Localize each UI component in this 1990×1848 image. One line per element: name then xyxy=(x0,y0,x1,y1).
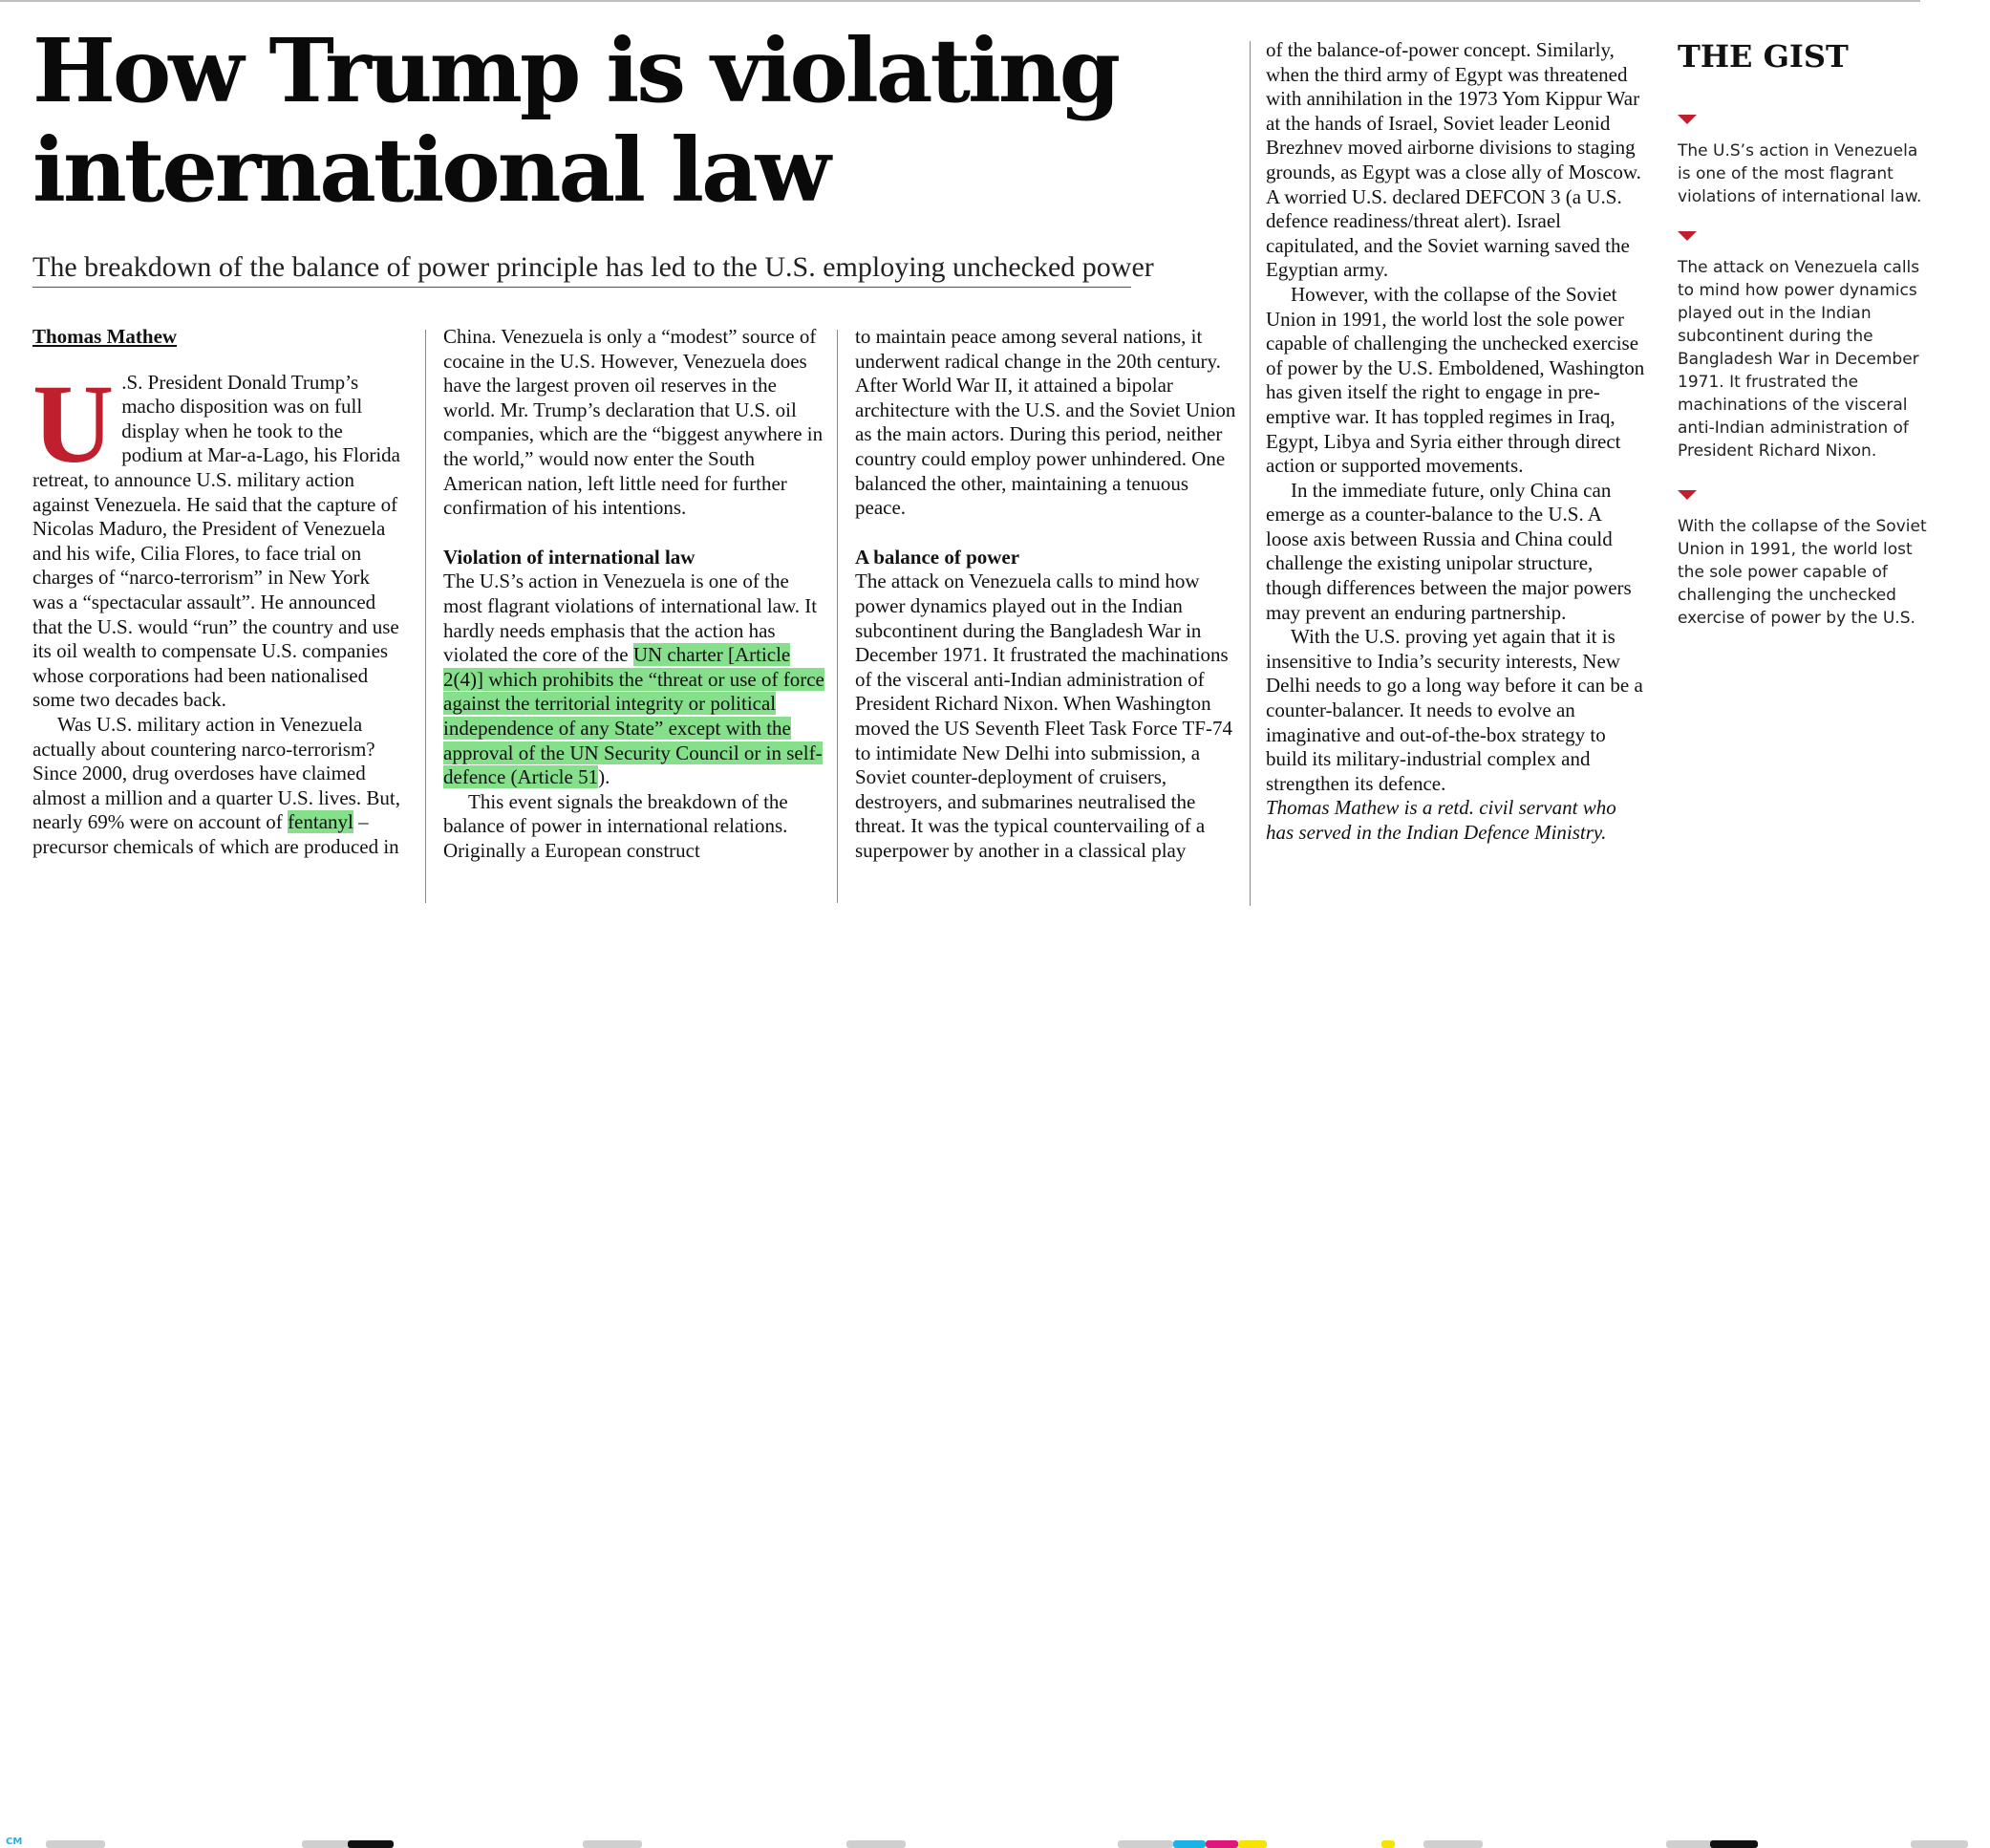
lead-text: .S. President Donald Trump’s macho disposition was on full display when he took to the podium at Mar-a-Lago, his Florida retreat, to announce U.S. military action against Venezuela. He said that the capture of Nicolas Maduro, the President of Venezuela and his wife, Cilia Flores, to face trial on charges of “narco-terrorism” in New York was a “spectacular assault”. He announced that the U.S. would “run” the country and use its oil wealth to compensate U.S. companies whose corporations had been nationalised some two decades back. xyxy=(32,370,400,712)
cm-label: CM xyxy=(6,1837,23,1847)
gist-item xyxy=(1678,490,1931,630)
spacer xyxy=(443,521,825,546)
text-run: The U.S’s action in Venezuela is one of the most flagrant violations of international law. It hardly needs emphasis that the action has violated the core of the xyxy=(443,569,818,667)
paragraph: China. Venezuela is only a “modest” source of cocaine in the U.S. However, Venezuela does have the largest proven oil reserves in the world. Mr. Trump’s declaration that U.S. oil companies, which are the “biggest anywhere in the world,” would now enter the South American nation, left little need for further confirmation of his intentions. xyxy=(443,325,824,520)
author-note: Thomas Mathew is a retd. civil servant who has served in the Indian Defence Ministry. xyxy=(1266,796,1616,844)
column-4 xyxy=(1266,38,1648,846)
registration-mark xyxy=(1710,1840,1758,1848)
top-rule xyxy=(0,0,1920,2)
paragraph xyxy=(443,569,825,789)
column-divider xyxy=(425,330,426,903)
column-1 xyxy=(32,325,405,859)
paragraph: The attack on Venezuela calls to mind how power dynamics played out in the Indian subcontinent during the Bangladesh War in December 1971. It frustrated the machinations of the visceral anti-Indian administration of President Richard Nixon. When Washington moved the US Seventh Fleet Task Force TF-74 to intimidate New Delhi into submission, a Soviet counter-deployment of cruisers, destroyers, and submarines neutralised the threat. It was the typical countervailing of a superpower by another in a classical play xyxy=(855,569,1232,862)
gist-item xyxy=(1678,115,1931,208)
gist-item-text: The attack on Venezuela calls to mind how power dynamics played out in the Indian subcontinent during the Bangladesh War in December 1971. It frustrated the machinations of the visceral anti-Indian administration of President Richard Nixon. xyxy=(1678,258,1920,461)
registration-mark xyxy=(583,1840,642,1848)
paragraph: to maintain peace among several nations, it underwent radical change in the 20th century. After World War II, it attained a bipolar architecture with the U.S. and the Soviet Union as the main actors. During this period, neither country could employ power unhindered. One balanced the other, maintaining a tenuous peace. xyxy=(855,325,1236,520)
deck-subtitle: The breakdown of the balance of power principle has led to the U.S. employing unchecked power xyxy=(32,250,1131,288)
headline: How Trump is violating international law xyxy=(32,19,1119,222)
highlighted-text: UN charter [Article 2(4)] which prohibits the “threat or use of force against the territorial integrity or political independence of any State” except with the approval of the UN Security Council or in self-defence (Article 51 xyxy=(443,643,824,789)
registration-mark xyxy=(46,1840,105,1848)
registration-mark xyxy=(1911,1840,1968,1848)
paragraph-lead xyxy=(32,360,405,713)
column-divider xyxy=(1250,41,1251,906)
text-run: – precursor chemicals of which are produced in xyxy=(32,810,399,858)
paragraph: This event signals the breakdown of the balance of power in international relations. Originally a European construct xyxy=(443,789,788,862)
gist-title: THE GIST xyxy=(1678,38,1849,75)
registration-mark-yellow xyxy=(1381,1840,1395,1848)
subhead-balance: A balance of power xyxy=(855,545,1020,569)
paragraph xyxy=(32,713,405,860)
registration-mark xyxy=(846,1840,906,1848)
print-registration-strip xyxy=(0,919,1990,1847)
paragraph: In the immediate future, only China can emerge as a counter-balance to the U.S. A loose axis between Russia and China could challenge the existing unipolar structure, though differences between the major powers may prevent an enduring partnership. xyxy=(1266,478,1632,624)
registration-mark xyxy=(348,1840,394,1848)
column-2 xyxy=(443,325,825,863)
registration-mark xyxy=(1423,1840,1483,1848)
red-triangle-icon xyxy=(1678,490,1697,500)
gist-item xyxy=(1678,231,1931,462)
red-triangle-icon xyxy=(1678,115,1697,124)
red-triangle-icon xyxy=(1678,231,1697,241)
registration-mark-magenta xyxy=(1206,1840,1238,1848)
paragraph: of the balance-of-power concept. Similarly, when the third army of Egypt was threatened with annihilation in the 1973 Yom Kippur War at the hands of Israel, Soviet leader Leonid Brezhnev moved airborne divisions to staging grounds, as Egypt was a close ally of Moscow. A worried U.S. declared DEFCON 3 (a U.S. defence readiness/threat alert). Israel capitulated, and the Soviet warning saved the Egyptian army. xyxy=(1266,38,1641,282)
gist-item-text: With the collapse of the Soviet Union in 1991, the world lost the sole power capable of challenging the unchecked exercise of power by the U.S. xyxy=(1678,517,1927,628)
column-3 xyxy=(855,325,1237,863)
registration-mark-cyan xyxy=(1173,1840,1206,1848)
gist-item-text: The U.S’s action in Venezuela is one of the most flagrant violations of international law. xyxy=(1678,141,1922,206)
column-divider xyxy=(837,330,838,903)
spacer xyxy=(855,521,1237,546)
text-run: ). xyxy=(598,765,610,789)
text-run: Was U.S. military action in Venezuela actually about countering narco-terrorism? Since 2000, drug overdoses have claimed almost a million and a quarter U.S. lives. But, nearly 69% were on account of xyxy=(32,712,400,834)
subhead-violation: Violation of international law xyxy=(443,545,695,569)
registration-mark-yellow xyxy=(1238,1840,1267,1848)
registration-mark xyxy=(1118,1840,1173,1848)
drop-cap: U xyxy=(32,360,115,486)
highlighted-text: fentanyl xyxy=(288,810,353,834)
byline[interactable]: Thomas Mathew xyxy=(32,325,178,348)
paragraph: With the U.S. proving yet again that it is insensitive to India’s security interests, New Delhi needs to go a long way before it can be a counter-balancer. It needs to evolve an imaginative and out-of-the-box strategy to build its military-industrial complex and strengthen its defence. xyxy=(1266,625,1643,795)
paragraph: However, with the collapse of the Soviet Union in 1991, the world lost the sole power capable of challenging the unchecked exercise of power by the U.S. Emboldened, Washington has given itself the right to engage in pre-emptive war. It has toppled regimes in Iraq, Egypt, Libya and Syria either through direct action or supported movements. xyxy=(1266,282,1645,478)
